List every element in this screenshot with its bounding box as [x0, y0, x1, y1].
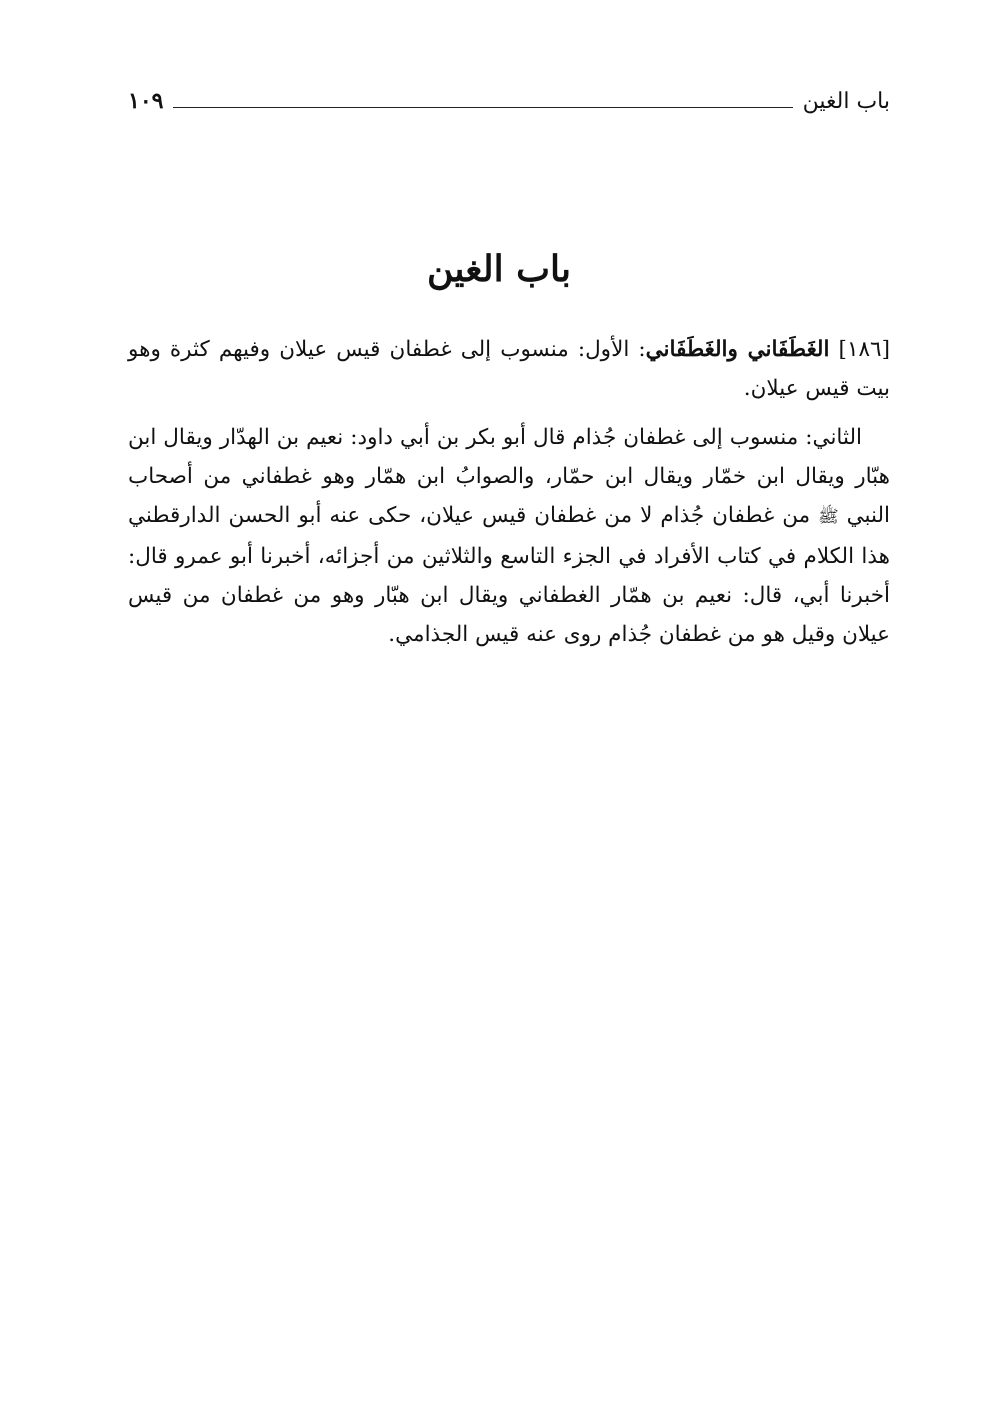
honorific-symbol: ﷺ: [818, 507, 839, 527]
body-text: [128, 330, 890, 664]
paragraph-text-after: من غطفان جُذام لا من غطفان قيس عيلان، حكى عنه أبو الحسن الدارقطني هذا الكلام في كتاب الأفراد في الجزء التاسع والثلاثين من أجزائه، أخبرنا أبو عمرو قال: أخبرنا أبي، قال: نعيم بن همّار الغطفاني ويقال ابن هبّار وهو من غطفان من قيس عيلان وقيل هو من غطفان جُذام روى عنه قيس الجذامي.: [128, 503, 890, 647]
entry-186: [128, 330, 890, 408]
running-title: باب الغين: [802, 88, 890, 114]
header-rule: [173, 107, 792, 108]
page-number: ١٠٩: [128, 88, 164, 114]
entry-text: : الأول: منسوب إلى غطفان قيس عيلان وفيهم كثرة وهو بيت قيس عيلان.: [128, 337, 890, 401]
entry-second-paragraph: [128, 418, 890, 654]
chapter-title: باب الغين: [426, 248, 572, 290]
paragraph-text-before: الثاني: منسوب إلى غطفان جُذام قال أبو بكر بن أبي داود: نعيم بن الهدّار ويقال ابن هبّار ويقال ابن خمّار ويقال ابن حمّار، والصوابُ ابن همّار وهو غطفاني من أصحاب النبي: [128, 425, 890, 528]
running-header: [128, 84, 890, 118]
entry-term: الغَطَفَاني والغَطَفَاني: [645, 337, 830, 362]
entry-number: [١٨٦]: [838, 337, 890, 362]
